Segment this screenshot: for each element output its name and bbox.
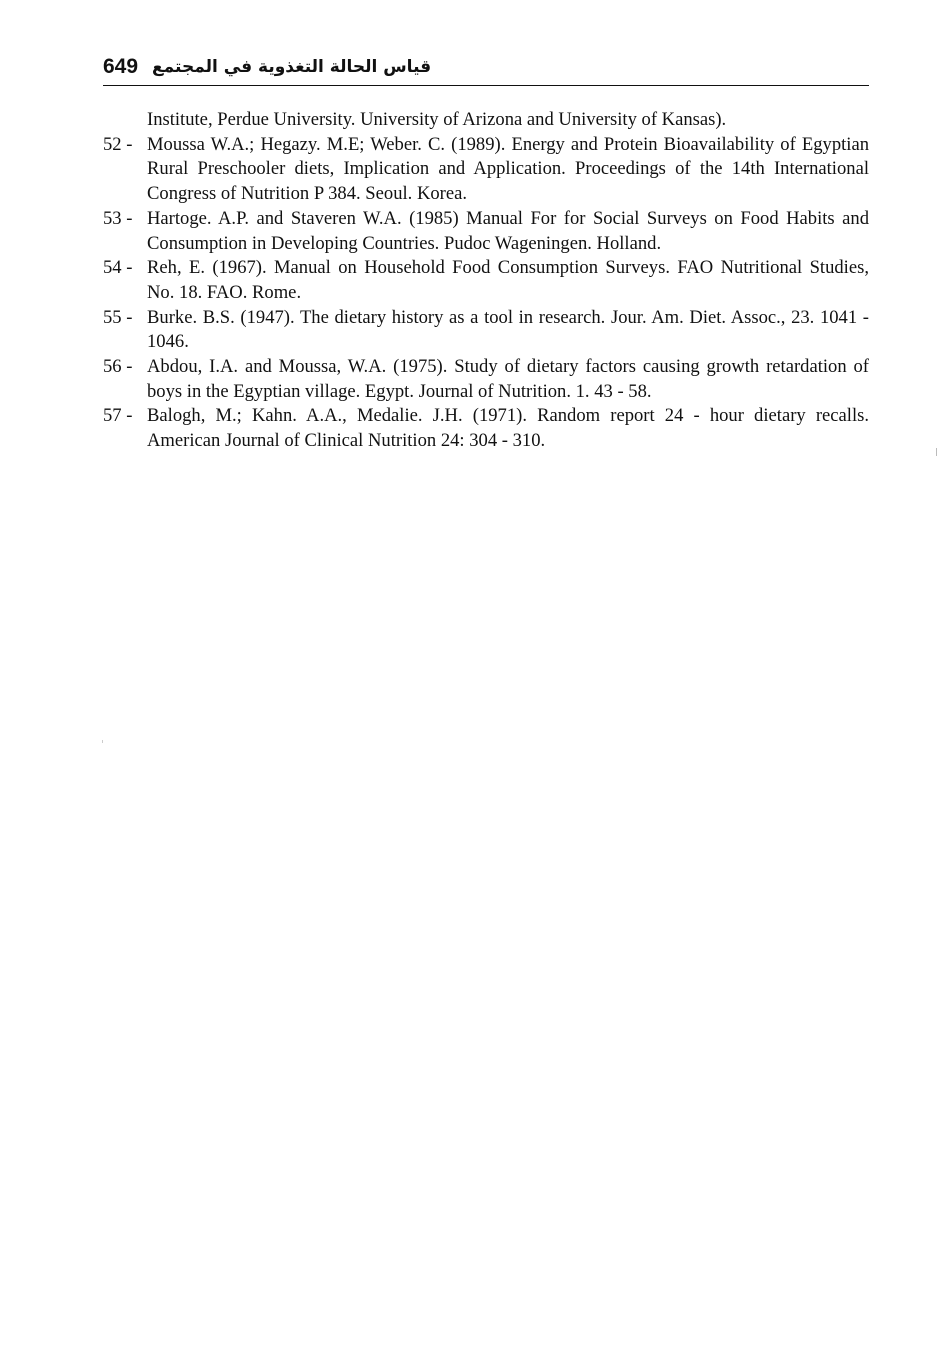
page-header	[103, 50, 869, 86]
reference-item	[103, 404, 869, 453]
reference-item	[103, 306, 869, 355]
running-title: قياس الحالة التغذوية في المجتمع	[152, 57, 432, 77]
reference-number: 53 -	[103, 207, 133, 229]
page-number: 649	[103, 55, 139, 78]
reference-continuation: Institute, Perdue University. University of Arizona and University of Kansas).	[147, 109, 727, 130]
reference-text: Hartoge. A.P. and Staveren W.A. (1985) Manual For for Social Surveys on Food Habits and Consumption in Developing Countries. Pudoc Wageningen. Holland.	[147, 207, 869, 254]
reference-list	[103, 108, 869, 454]
reference-text: Balogh, M.; Kahn. A.A., Medalie. J.H. (1971). Random report 24 - hour dietary recalls. American Journal of Clinical Nutrition 24: 304 - 310.	[147, 405, 869, 452]
reference-item	[103, 256, 869, 305]
reference-item	[103, 207, 869, 256]
scan-margin-mark	[936, 448, 937, 456]
reference-number: 54 -	[103, 257, 133, 279]
scan-margin-mark	[102, 740, 103, 743]
reference-text: Moussa W.A.; Hegazy. M.E; Weber. C. (1989). Energy and Protein Bioavailability of Egyptian Rural Preschooler diets, Implication and Application. Proceedings of the 14th International Congress of Nutrition P 384. Seoul. Korea.	[147, 133, 869, 205]
reference-item	[103, 133, 869, 207]
reference-number: 52 -	[103, 133, 133, 155]
reference-text: Reh, E. (1967). Manual on Household Food Consumption Surveys. FAO Nutritional Studies, No. 18. FAO. Rome.	[147, 257, 869, 303]
reference-number: 56 -	[103, 356, 133, 378]
reference-item	[103, 355, 869, 404]
reference-number: 55 -	[103, 306, 133, 328]
reference-text: Abdou, I.A. and Moussa, W.A. (1975). Study of dietary factors causing growth retardation of boys in the Egyptian village. Egypt. Journal of Nutrition. 1. 43 - 58.	[147, 356, 869, 402]
reference-text: Burke. B.S. (1947). The dietary history as a tool in research. Jour. Am. Diet. Assoc., 23. 1041 - 1046.	[147, 306, 869, 353]
reference-number: 57 -	[103, 405, 133, 427]
